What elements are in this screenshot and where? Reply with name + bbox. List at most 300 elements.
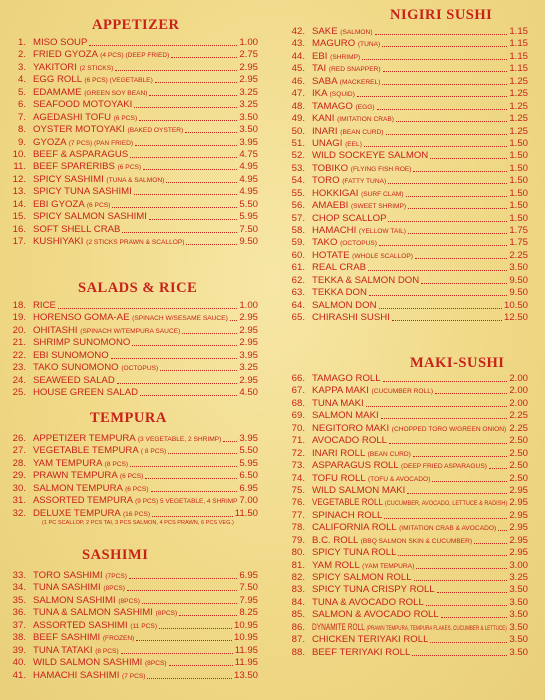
item-price: 1.50 (509, 175, 528, 187)
leader-dots (375, 26, 507, 35)
item-note: (YAM TEMPURA) (362, 562, 415, 570)
item-subnote: (1 PC SCALLOP, 2 PCS TAI, 3 PCS SALMON, 4 PCS PRAWN, 6 PCS VEG.) (42, 520, 234, 527)
leader-dots (413, 448, 507, 457)
item-price: 3.50 (509, 596, 528, 608)
item-name-text: HOTATE (312, 249, 350, 261)
item-price: 5.95 (239, 457, 258, 469)
item-number: 75. (291, 484, 305, 496)
menu-item (272, 51, 545, 63)
item-name (33, 362, 158, 375)
item-name-text: REAL CRAB (312, 262, 367, 274)
leader-dots (166, 174, 237, 183)
item-note: (7 PCS) (122, 672, 146, 680)
menu-item (272, 113, 545, 125)
item-note: (6 PCS) (119, 473, 144, 481)
item-name-text: TEKKA & SALMON DON (312, 274, 420, 286)
leader-dots (368, 262, 507, 271)
menu-item (0, 433, 272, 445)
leader-dots (140, 387, 237, 396)
menu-item (0, 445, 272, 457)
item-number: 11. (13, 161, 26, 173)
menu-item (272, 237, 545, 249)
item-name (312, 213, 386, 225)
item-price: 5.50 (239, 198, 258, 210)
menu-item (272, 38, 545, 50)
item-name (33, 445, 166, 458)
item-number: 87. (291, 634, 305, 646)
section-title: SALADS & RICE (78, 280, 198, 296)
item-price: 12.50 (503, 312, 528, 324)
menu-item (0, 124, 272, 136)
item-name (33, 49, 169, 62)
item-number: 88. (291, 646, 305, 658)
item-price: 6.95 (239, 482, 258, 494)
leader-dots (111, 350, 237, 359)
item-number: 64. (291, 299, 305, 311)
item-name-text: AVOCADO ROLL (312, 435, 387, 447)
menu-item (272, 250, 545, 262)
item-name-text: SPICY SASHIMI (33, 173, 104, 185)
item-name-text: TAMAGO (312, 100, 353, 112)
item-name-text: SALMON DON (312, 299, 377, 311)
item-price: 9.50 (509, 274, 528, 286)
item-name (312, 373, 381, 385)
item-note: (6 PCS) (VEGETABLE) (84, 77, 153, 85)
item-name-text: SALMON MAKI (312, 410, 379, 422)
leader-dots (441, 609, 507, 618)
leader-dots (357, 88, 507, 97)
item-note: (PRAWN TEMPURA, TEMPURA FLAKES, CUCUMBER & LETTUCE) (366, 624, 507, 632)
item-price: 2.95 (239, 74, 258, 86)
item-note: (BAKED OYSTER) (127, 127, 184, 135)
menu-item (272, 485, 545, 497)
item-name-text: SABA (312, 75, 338, 87)
menu-item (0, 458, 272, 470)
item-note: (SALMON) (340, 29, 373, 36)
item-number: 71. (291, 435, 305, 447)
item-price: 1.15 (509, 63, 528, 75)
item-price: 9.50 (239, 236, 258, 247)
item-name-text: SEAWEED SALAD (33, 374, 115, 386)
item-name-text: BEEF SASHIMI (33, 632, 101, 644)
item-name-text: TUNA TATAKI (33, 644, 93, 656)
item-number: 77. (291, 509, 305, 521)
menu-item (0, 645, 272, 657)
item-number: 67. (291, 385, 305, 397)
item-number: 47. (291, 88, 305, 100)
menu-item (0, 186, 272, 198)
item-name-text: BEEF & ASPARAGUS (33, 148, 129, 160)
item-number: 3. (17, 61, 26, 73)
section-title: MAKI-SUSHI (410, 355, 505, 371)
item-price: 2.95 (509, 509, 528, 521)
item-number: 68. (291, 397, 305, 409)
item-price: 7.95 (239, 594, 258, 606)
item-name (312, 237, 377, 250)
menu-item (0, 582, 272, 594)
menu-item (0, 211, 272, 223)
item-name-text: UNAGI (312, 137, 343, 149)
item-name (33, 161, 141, 174)
menu-item (0, 149, 272, 161)
item-note: (EEL) (345, 140, 362, 148)
item-price: 4.50 (239, 387, 258, 399)
item-name (312, 275, 419, 287)
item-name-text: HORENSO GOMA-AE (33, 312, 130, 324)
menu-item (272, 609, 545, 621)
leader-dots (129, 570, 237, 579)
item-price: 3.50 (509, 584, 528, 596)
item-name (312, 200, 406, 213)
item-number: 63. (291, 287, 305, 299)
item-price: 2.95 (239, 374, 258, 386)
item-name-text: ASPARAGUS ROLL (312, 460, 399, 472)
item-name-text: SOFT SHELL CRAB (33, 223, 121, 235)
item-note: (RED SNAPPER) (328, 66, 381, 74)
item-name (33, 508, 150, 521)
item-number: 48. (291, 100, 305, 112)
item-name-text: IKA (312, 88, 327, 100)
item-name-text: SALMON TEMPURA (33, 482, 123, 494)
item-name-text: INARI ROLL (312, 447, 365, 459)
item-name (33, 87, 147, 100)
item-number: 9. (17, 136, 26, 148)
item-name (312, 26, 373, 39)
item-number: 8. (17, 124, 26, 136)
item-name (33, 483, 149, 496)
item-name (312, 287, 367, 299)
item-note: (9 PCS) 5 VEGETABLE, 4 SHRIMP (135, 498, 238, 506)
item-name-text: TUNA SASHIMI (33, 582, 101, 594)
item-number: 25. (12, 387, 26, 399)
item-name (312, 126, 384, 139)
item-name (312, 423, 506, 436)
item-name (312, 647, 410, 659)
item-name (33, 337, 130, 349)
item-name (33, 224, 120, 236)
item-number: 70. (291, 422, 305, 434)
leader-dots (149, 87, 237, 96)
item-name-text: YAM TEMPURA (33, 457, 102, 469)
item-number: 34. (12, 582, 26, 594)
leader-dots (377, 101, 507, 110)
item-note: (FROZEN) (102, 635, 135, 643)
item-name-text: HOUSE GREEN SALAD (33, 387, 139, 399)
item-number: 73. (291, 460, 305, 472)
item-name (312, 38, 380, 51)
menu-item (272, 448, 545, 460)
item-price: 3.25 (509, 572, 528, 583)
menu-item (0, 87, 272, 99)
leader-dots (142, 595, 237, 604)
item-price: 3.50 (239, 124, 258, 136)
item-number: 18. (12, 300, 26, 311)
item-number: 22. (12, 349, 26, 361)
menu-item (0, 37, 272, 49)
menu-item (272, 300, 545, 312)
item-note: (SPINACH W/SESAME SAUCE) (132, 315, 228, 323)
item-note: (DEEP FRIED ASPARAGUS) (401, 463, 487, 471)
leader-dots (389, 435, 507, 444)
item-name-text: MISO SOUP (33, 37, 88, 48)
leader-dots (414, 572, 507, 581)
item-price: 1.50 (509, 212, 528, 224)
item-name (33, 645, 119, 658)
menu-item (0, 312, 272, 324)
menu-item (272, 63, 545, 75)
item-name-text: EGG ROLL (33, 74, 82, 86)
leader-dots (430, 150, 507, 159)
item-name-text: CHIRASHI SUSHI (312, 312, 390, 324)
item-price: 6.50 (239, 470, 258, 482)
leader-dots (121, 645, 233, 654)
item-name-text: SPINACH ROLL (312, 509, 383, 521)
item-name-text: ASSORTED SASHIMI (33, 619, 128, 631)
item-number: 50. (291, 125, 305, 137)
item-note: ( 8 PCS) (140, 448, 167, 456)
menu-item (0, 657, 272, 669)
leader-dots (366, 398, 507, 407)
menu-item (272, 634, 545, 646)
item-number: 84. (291, 596, 305, 608)
item-number: 14. (12, 198, 26, 210)
item-name (312, 634, 428, 646)
item-number: 20. (12, 324, 26, 336)
item-list (0, 37, 272, 248)
item-price: 3.00 (509, 559, 528, 571)
item-price: 2.00 (509, 385, 528, 397)
item-name (312, 597, 424, 609)
item-number: 42. (291, 26, 305, 37)
item-name-text: TUNA & SALMON SASHIMI (33, 607, 153, 619)
menu-item (0, 49, 272, 61)
item-price: 1.50 (509, 137, 528, 149)
leader-dots (223, 433, 237, 442)
menu-item (272, 287, 545, 299)
item-name-text: PRAWN TEMPURA (33, 470, 118, 482)
item-name-text: TUNA MAKI (312, 397, 364, 409)
item-note: (8 PCS) (95, 647, 119, 655)
item-price: 4.95 (239, 161, 258, 173)
item-name (312, 622, 507, 635)
leader-dots (155, 74, 237, 83)
leader-dots (412, 647, 507, 656)
item-number: 59. (291, 237, 305, 249)
item-price: 6.95 (239, 570, 258, 581)
item-number: 21. (12, 337, 26, 349)
item-number: 81. (291, 559, 305, 571)
item-name-text: NEGITORO MAKI (312, 422, 390, 434)
item-name (312, 572, 412, 584)
leader-dots (413, 163, 507, 172)
item-name-text: YAM ROLL (312, 559, 360, 571)
item-name-text: AMAEBI (312, 200, 349, 212)
item-price: 3.25 (239, 99, 258, 111)
leader-dots (139, 112, 237, 121)
item-name-text: KUSHIYAKI (33, 236, 84, 247)
item-name-text: VEGETABLE ROLL (312, 497, 383, 509)
item-list (272, 373, 545, 659)
item-number: 19. (12, 312, 26, 324)
item-price: 2.50 (509, 435, 528, 447)
item-price: 2.50 (509, 472, 528, 484)
menu-item (0, 99, 272, 111)
menu-item (0, 174, 272, 186)
menu-item (0, 508, 272, 520)
item-name-text: EBI SUNOMONO (33, 349, 109, 361)
item-price: 3.50 (509, 621, 528, 633)
item-price: 1.15 (509, 50, 528, 62)
item-number: 28. (12, 457, 26, 469)
item-number: 24. (12, 374, 26, 386)
item-number: 69. (291, 410, 305, 422)
menu-item (272, 262, 545, 274)
item-name (312, 101, 375, 114)
item-note: (MACKEREL) (339, 78, 381, 86)
item-name-text: TAKO SUNOMONO (33, 362, 119, 374)
item-name (33, 124, 183, 137)
menu-item (272, 225, 545, 237)
item-name-text: SHRIMP SUNOMONO (33, 337, 131, 349)
menu-item (272, 423, 545, 435)
leader-dots (415, 250, 507, 259)
menu-item (272, 312, 545, 324)
item-number: 61. (291, 262, 305, 274)
leader-dots (396, 113, 507, 122)
item-price: 5.50 (239, 445, 258, 457)
menu-item (0, 387, 272, 399)
item-note: (3 VEGETABLE, 2 SHRIMP) (137, 436, 222, 443)
leader-dots (474, 535, 507, 544)
item-note: (6 PCS) (125, 485, 149, 493)
item-name (312, 560, 414, 573)
item-number: 33. (12, 570, 26, 581)
item-list (0, 570, 272, 682)
item-name (33, 657, 167, 670)
item-number: 45. (291, 63, 305, 75)
menu-item (272, 163, 545, 175)
item-name (33, 300, 56, 312)
section-title: NIGIRI SUSHI (390, 7, 493, 23)
item-name-text: TOFU ROLL (312, 472, 366, 484)
leader-dots (152, 508, 233, 517)
menu-item (272, 26, 545, 38)
item-note: (OCTOPUS) (340, 240, 377, 248)
item-name-text: WILD SOCKEYE SALMON (312, 150, 429, 162)
item-number: 39. (12, 644, 26, 656)
item-name-text: TORO (312, 175, 340, 187)
item-number: 74. (291, 472, 305, 484)
menu-item (272, 138, 545, 150)
menu-item (272, 473, 545, 485)
item-number: 23. (12, 362, 26, 374)
item-price: 1.25 (509, 100, 528, 112)
leader-dots (392, 312, 502, 321)
item-number: 58. (291, 225, 305, 236)
item-price: 1.25 (509, 125, 528, 137)
menu-item (272, 76, 545, 88)
item-name (312, 522, 496, 535)
item-name (312, 435, 387, 447)
item-price: 2.00 (509, 373, 528, 384)
leader-dots (168, 445, 237, 454)
leader-dots (185, 124, 237, 133)
item-price: 7.50 (239, 582, 258, 594)
item-price: 2.25 (509, 249, 528, 261)
item-name (312, 300, 377, 312)
section-title: APPETIZER (92, 17, 180, 33)
menu-item (0, 62, 272, 74)
item-note: (SHRIMP) (330, 53, 361, 61)
item-note: (IMITATION CRAB) (337, 116, 394, 124)
item-number: 1. (17, 37, 26, 48)
menu-item (272, 647, 545, 659)
leader-dots (122, 224, 237, 233)
item-number: 7. (17, 111, 26, 123)
item-name (312, 138, 362, 151)
menu-item (272, 522, 545, 534)
item-note: (BBQ SALMON SKIN & CUCUMBER) (360, 537, 473, 545)
item-name-text: CHOP SCALLOP (312, 212, 387, 224)
leader-dots (364, 138, 507, 147)
item-name (33, 236, 184, 249)
item-name-text: OYSTER MOTOYAKI (33, 124, 125, 136)
item-name (312, 609, 439, 621)
item-number: 56. (291, 200, 305, 212)
leader-dots (160, 362, 237, 371)
menu-item (272, 188, 545, 200)
item-name-text: HAMACHI SASHIMI (33, 669, 120, 681)
item-name-text: BEEF TERIYAKI ROLL (312, 646, 411, 658)
item-number: 16. (12, 223, 26, 235)
item-note: (OCTOPUS) (121, 365, 159, 373)
item-note: (CHOPPED TORO W/GREEN ONION) (391, 425, 507, 433)
leader-dots (383, 373, 507, 382)
item-price: 1.15 (509, 38, 528, 50)
leader-dots (432, 473, 507, 482)
item-note: (6 PCS) (117, 164, 142, 172)
item-name-text: B.C. ROLL (312, 534, 359, 546)
menu-item (0, 236, 272, 248)
item-name (33, 495, 237, 508)
item-price: 4.95 (239, 186, 258, 198)
menu-item (0, 495, 272, 507)
menu-item (272, 175, 545, 187)
item-number: 26. (12, 433, 26, 444)
item-note: (SWEET SHRIMP) (350, 203, 407, 211)
leader-dots (426, 597, 507, 606)
item-name (33, 350, 109, 362)
item-price: 2.95 (239, 312, 258, 324)
item-number: 32. (12, 507, 26, 519)
item-name (33, 470, 143, 483)
item-number: 31. (12, 495, 26, 507)
leader-dots (171, 49, 237, 58)
item-name-text: VEGETABLE TEMPURA (33, 445, 139, 457)
item-name (312, 410, 379, 422)
item-price: 3.50 (509, 609, 528, 621)
item-name-text: SAKE (312, 26, 338, 37)
leader-dots (388, 175, 507, 184)
item-name-text: SPICY TUNA ROLL (312, 547, 397, 559)
menu-item (0, 620, 272, 632)
item-note: (WHOLE SCALLOP) (352, 252, 413, 260)
item-note: (6 PCS) (86, 201, 111, 209)
item-name-text: TEKKA DON (312, 287, 367, 299)
item-price: 2.50 (509, 447, 528, 459)
item-number: 85. (291, 609, 305, 621)
item-name (312, 510, 382, 522)
